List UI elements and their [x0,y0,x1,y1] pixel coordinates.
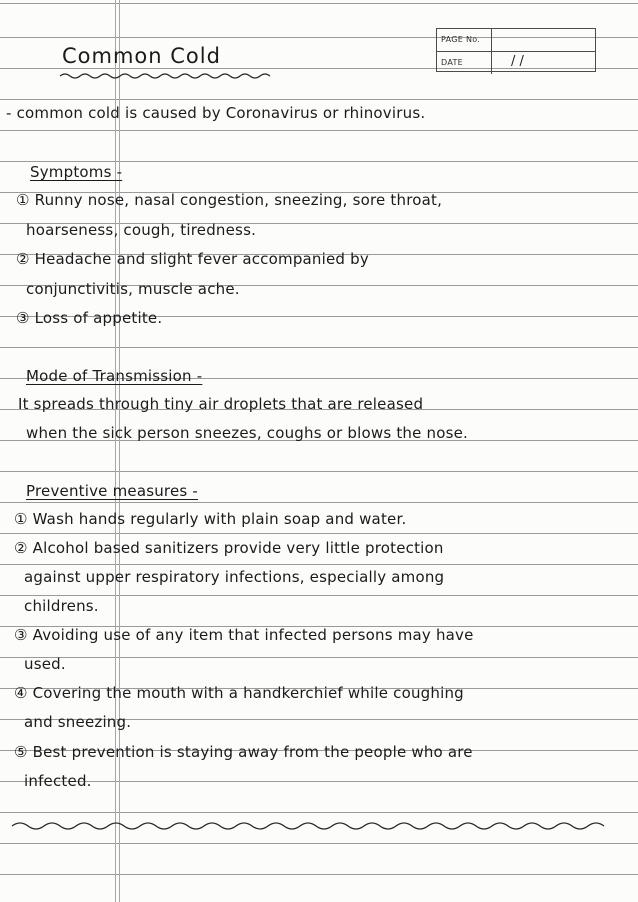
prevention-line: used. [24,655,66,673]
transmission-line: It spreads through tiny air droplets that are released [18,395,424,413]
prevention-line: ④ Covering the mouth with a handkerchief while coughing [14,684,464,702]
transmission-line: when the sick person sneezes, coughs or blows the nose. [26,424,469,442]
prevention-line: childrens. [24,597,99,615]
symptoms-line: ② Headache and slight fever accompanied by [16,250,369,268]
prevention-line: infected. [24,772,92,790]
symptoms-line: hoarseness, cough, tiredness. [26,221,257,239]
prevention-line: against upper respiratory infections, especially among [24,568,445,586]
prevention-line: and sneezing. [24,713,132,731]
date-value: / / [511,54,524,69]
prevention-line: ⑤ Best prevention is staying away from the people who are [14,743,473,761]
transmission-heading: Mode of Transmission - [26,367,203,385]
symptoms-line: ① Runny nose, nasal congestion, sneezing, sore throat, [16,191,443,209]
symptoms-line: conjunctivitis, muscle ache. [26,280,240,298]
date-label: DATE [441,58,464,67]
prevention-heading: Preventive measures - [26,482,198,500]
prevention-line: ② Alcohol based sanitizers provide very little protection [14,539,444,557]
symptoms-line: ③ Loss of appetite. [16,309,163,327]
prevention-line: ① Wash hands regularly with plain soap and water. [14,510,407,528]
page-title: Common Cold [62,44,221,68]
symptoms-heading: Symptoms - [30,163,123,181]
prevention-line: ③ Avoiding use of any item that infected persons may have [14,626,474,644]
page-no-label: PAGE No. [441,35,481,44]
intro-line: - common cold is caused by Coronavirus or rhinovirus. [6,104,426,122]
